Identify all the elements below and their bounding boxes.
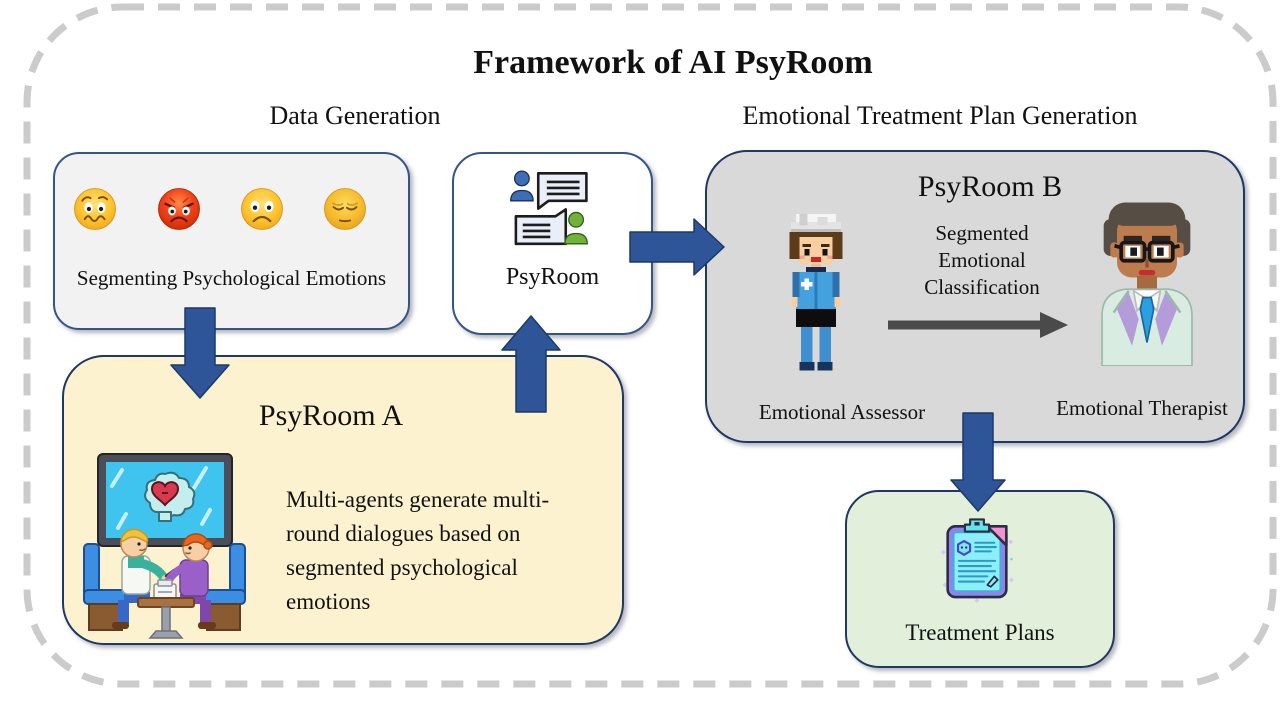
emotions-box	[53, 152, 410, 330]
emoji-row	[55, 186, 408, 232]
psyroom-a-title: PsyRoom A	[258, 399, 404, 432]
counseling-scene-illustration	[82, 452, 247, 642]
section-header-data-generation: Data Generation	[269, 101, 441, 130]
treatment-plans-box	[845, 490, 1115, 668]
anxious-face-icon	[72, 186, 118, 232]
segmented-classification-label: Segmented Emotional Classification	[924, 221, 1040, 299]
frowning-face-icon	[239, 186, 285, 232]
emotions-box-label: Segmenting Psychological Emotions	[76, 266, 387, 290]
psyroom-b-box	[705, 150, 1245, 443]
treatment-plan-clipboard-icon	[937, 516, 1017, 604]
chat-conversation-icon	[509, 168, 595, 256]
emotional-assessor-avatar	[781, 212, 851, 379]
therapist-label: Emotional Therapist	[1056, 396, 1228, 420]
psyroom-box	[452, 152, 653, 335]
angry-face-icon	[156, 186, 202, 232]
assessor-label: Emotional Assessor	[758, 400, 926, 424]
section-header-treatment-plan: Emotional Treatment Plan Generation	[742, 101, 1138, 130]
emotional-therapist-avatar	[1092, 199, 1202, 366]
pensive-face-icon	[322, 186, 368, 232]
figure-title: Framework of AI PsyRoom	[473, 44, 873, 81]
psyroom-a-box	[62, 355, 624, 645]
psyroom-a-description: Multi-agents generate multi- round dialogues based on segmented psychological emotions	[286, 487, 550, 614]
psyroom-b-title: PsyRoom B	[917, 170, 1063, 203]
psyroom-box-label: PsyRoom	[505, 264, 600, 290]
treatment-plans-label: Treatment Plans	[905, 620, 1055, 645]
